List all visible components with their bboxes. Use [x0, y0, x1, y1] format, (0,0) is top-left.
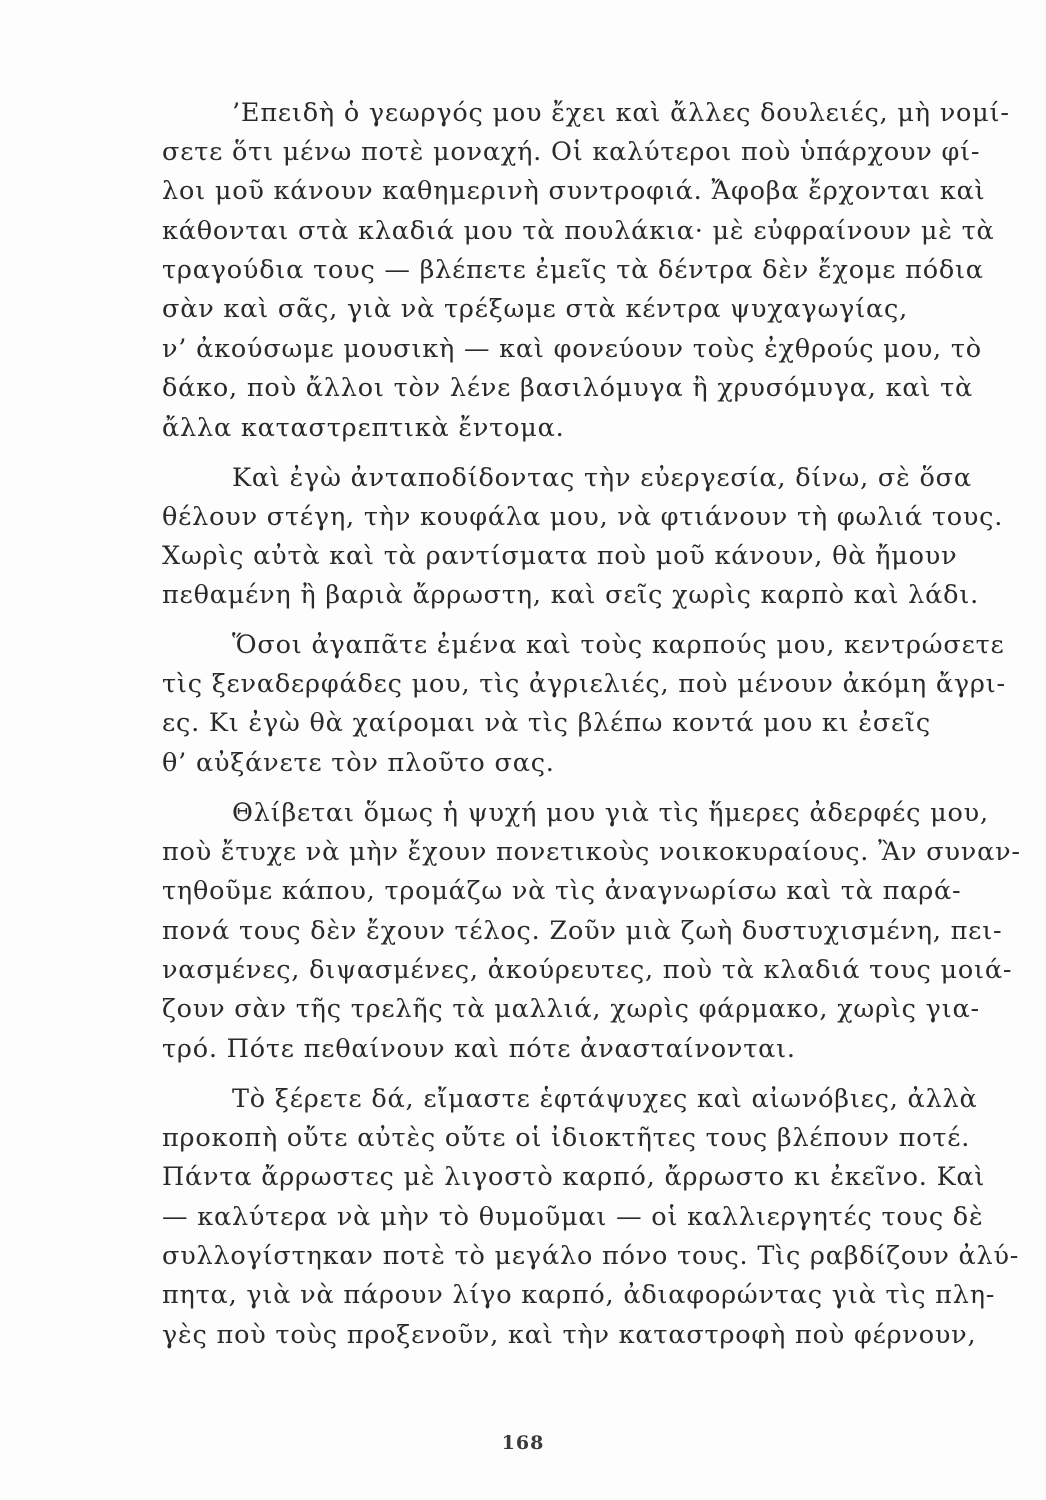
text-line: σὰν καὶ σᾶς, γιὰ νὰ τρέξωμε στὰ κέντρα ψυχαγωγίας,	[162, 294, 909, 324]
text-line: τρό. Πότε πεθαίνουν καὶ πότε ἀνασταίνονται.	[162, 1034, 796, 1064]
text-line: κάθονται στὰ κλαδιά μου τὰ πουλάκια· μὲ εὐφραίνουν μὲ τὰ	[162, 216, 995, 246]
text-line: θ’ αὐξάνετε τὸν πλοῦτο σας.	[162, 748, 555, 778]
text-line: γὲς ποὺ τοὺς προξενοῦν, καὶ τὴν καταστροφὴ ποὺ φέρνουν,	[162, 1320, 977, 1350]
text-line: λοι μοῦ κάνουν καθημερινὴ συντροφιά. Ἄφοβα ἔρχονται καὶ	[162, 176, 986, 206]
text-line: ’Επειδὴ ὁ γεωργός μου ἔχει καὶ ἄλλες δουλειές, μὴ νομί-	[232, 98, 1010, 128]
text-line: πεθαμένη ἢ βαριὰ ἄρρωστη, καὶ σεῖς χωρὶς καρπὸ καὶ λάδι.	[162, 580, 980, 610]
text-line: Θλίβεται ὅμως ἡ ψυχή μου γιὰ τὶς ἥμερες ἀδερφές μου,	[232, 798, 989, 828]
text-line: ζουν σὰν τῆς τρελῆς τὰ μαλλιά, χωρὶς φάρμακο, χωρὶς για-	[162, 994, 980, 1024]
text-line: τὶς ξεναδερφάδες μου, τὶς ἀγριελιές, ποὺ μένουν ἀκόμη ἄγρι-	[162, 669, 1006, 699]
text-line: ν’ ἀκούσωμε μουσικὴ — καὶ φονεύουν τοὺς ἐχθρούς μου, τὸ	[162, 334, 982, 364]
page-number: 168	[501, 1432, 545, 1454]
text-line: Χωρὶς αὐτὰ καὶ τὰ ραντίσματα ποὺ μοῦ κάνουν, θὰ ἤμουν	[162, 541, 958, 571]
text-line: — καλύτερα νὰ μὴν τὸ θυμοῦμαι — οἱ καλλιεργητές τους δὲ	[162, 1202, 984, 1232]
text-line: Πάντα ἄρρωστες μὲ λιγοστὸ καρπό, ἄρρωστο κι ἐκεῖνο. Καὶ	[162, 1162, 986, 1192]
text-line: Καὶ ἐγὼ ἀνταποδίδοντας τὴν εὐεργεσία, δίνω, σὲ ὅσα	[232, 463, 972, 493]
text-line: Τὸ ξέρετε δά, εἴμαστε ἑφτάψυχες καὶ αἰωνόβιες, ἀλλὰ	[232, 1084, 978, 1114]
text-line: νασμένες, διψασμένες, ἀκούρευτες, ποὺ τὰ κλαδιά τους μοιά-	[162, 955, 1013, 985]
text-line: τηθοῦμε κάπου, τρομάζω νὰ τὶς ἀναγνωρίσω καὶ τὰ παρά-	[162, 876, 962, 906]
text-line: ποὺ ἔτυχε νὰ μὴν ἔχουν πονετικοὺς νοικοκυραίους. Ἂν συναν-	[162, 837, 1021, 867]
text-line: τραγούδια τους — βλέπετε ἐμεῖς τὰ δέντρα δὲν ἔχομε πόδια	[162, 255, 984, 285]
text-line: πονά τους δὲν ἔχουν τέλος. Ζοῦν μιὰ ζωὴ δυστυχισμένη, πει-	[162, 916, 1003, 946]
text-line: δάκο, ποὺ ἄλλοι τὸν λένε βασιλόμυγα ἢ χρυσόμυγα, καὶ τὰ	[162, 373, 973, 403]
text-line: πητα, γιὰ νὰ πάρουν λίγο καρπό, ἀδιαφορώντας γιὰ τὶς πλη-	[162, 1280, 996, 1310]
text-line: συλλογίστηκαν ποτὲ τὸ μεγάλο πόνο τους. Τὶς ραβδίζουν ἀλύ-	[162, 1241, 1020, 1271]
text-line: Ὅσοι ἀγαπᾶτε ἐμένα καὶ τοὺς καρπούς μου, κεντρώσετε	[232, 630, 1005, 660]
text-line: θέλουν στέγη, τὴν κουφάλα μου, νὰ φτιάνουν τὴ φωλιά τους.	[162, 502, 1004, 532]
text-line: ἄλλα καταστρεπτικὰ ἔντομα.	[162, 413, 565, 443]
text-line: ες. Κι ἐγὼ θὰ χαίρομαι νὰ τὶς βλέπω κοντά μου κι ἐσεῖς	[162, 708, 931, 738]
text-line: προκοπὴ οὔτε αὐτὲς οὔτε οἱ ἰδιοκτῆτες τους βλέπουν ποτέ.	[162, 1123, 971, 1153]
text-line: σετε ὅτι μένω ποτὲ μοναχή. Οἱ καλύτεροι ποὺ ὑπάρχουν φί-	[162, 137, 981, 167]
